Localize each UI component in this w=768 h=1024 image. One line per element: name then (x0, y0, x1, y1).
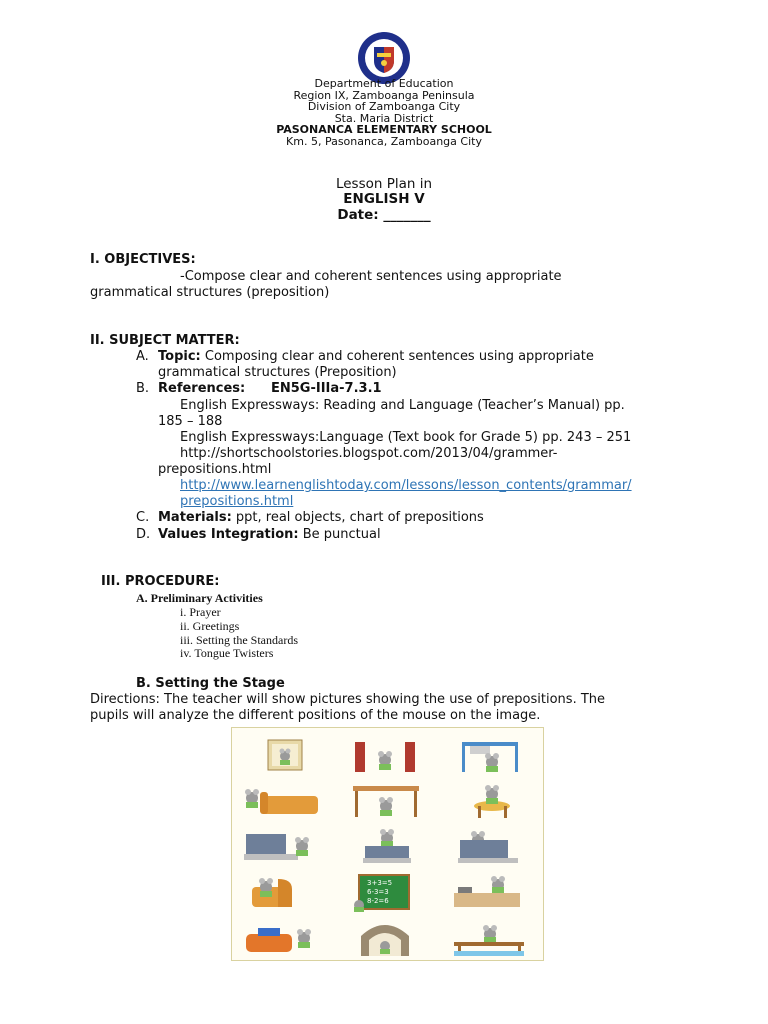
values-label: Values Integration: (158, 527, 299, 542)
mouse-between-books-picture (343, 736, 433, 776)
mouse-behind-tv-picture (448, 826, 538, 866)
header-address: Km. 5, Pasonanca, Zamboanga City (286, 135, 482, 148)
chalkboard-text: 8-2=6 (367, 897, 389, 905)
chalkboard-text: 3+3=5 (367, 879, 393, 887)
directions-line-2: pupils will analyze the different positions of the mouse on the image. (90, 708, 541, 723)
activity-item: iii. Setting the Standards (180, 633, 298, 647)
mouse-beside-couch-picture (238, 918, 328, 958)
topic-text: Composing clear and coherent sentences using appropriate (200, 349, 594, 364)
mouse-under-table-picture (343, 780, 433, 820)
references-label: References: (158, 381, 246, 396)
date-line: Date: _______ (337, 207, 431, 223)
mouse-on-desk-picture (448, 873, 538, 913)
materials-text: ppt, real objects, chart of prepositions (231, 510, 484, 525)
subject-matter-heading: II. SUBJECT MATTER: (90, 333, 240, 348)
setting-the-stage-heading: B. Setting the Stage (136, 676, 285, 691)
mouse-on-tv-picture (343, 826, 433, 866)
reference-4-link-line-2[interactable]: prepositions.html (180, 494, 294, 509)
topic-marker: A. (136, 349, 149, 364)
directions-line-1: Directions: The teacher will show pictures showing the use of prepositions. The (90, 692, 606, 707)
subject-title: ENGLISH V (343, 191, 425, 207)
header-district: Sta. Maria District (334, 112, 434, 125)
topic-text-2: grammatical structures (Preposition) (158, 365, 397, 380)
reference-1-line-2: 185 – 188 (158, 414, 223, 429)
mouse-near-chair-picture (238, 873, 328, 913)
reference-1-line-1: English Expressways: Reading and Language (Teacher’s Manual) pp. (180, 398, 625, 413)
references-marker: B. (136, 381, 150, 396)
procedure-heading: III. PROCEDURE: (101, 574, 220, 589)
mouse-on-stool-picture (448, 780, 538, 820)
reference-2: English Expressways:Language (Text book for Grade 5) pp. 243 – 251 (180, 430, 632, 445)
header-school: PASONANCA ELEMENTARY SCHOOL (276, 123, 492, 136)
reference-4-link-line-1[interactable]: http://www.learnenglishtoday.com/lessons/lesson_contents/grammar/ (180, 478, 632, 493)
objective-line-1: -Compose clear and coherent sentences using appropriate (180, 269, 562, 284)
prepositions-picture-chart (231, 727, 544, 961)
mouse-through-tunnel-picture (343, 918, 433, 958)
mouse-across-bridge-picture (448, 918, 538, 958)
activity-item: i. Prayer (180, 605, 221, 619)
chalkboard-picture (343, 873, 433, 913)
topic-line (158, 349, 594, 364)
chalkboard-text: 6-3=3 (367, 888, 389, 896)
materials-label: Materials: (158, 510, 232, 525)
values-marker: D. (136, 527, 151, 542)
header-region: Region IX, Zamboanga Peninsula (293, 89, 475, 102)
reference-3-line-2: prepositions.html (158, 462, 272, 477)
objective-line-2: grammatical structures (preposition) (90, 285, 330, 300)
preliminary-activities-heading: A. Preliminary Activities (136, 591, 263, 605)
header-department: Department of Education (314, 77, 454, 90)
header-division: Division of Zamboanga City (307, 100, 461, 113)
references-code: EN5G-IIIa-7.3.1 (271, 381, 382, 396)
mouse-in-box-picture (238, 736, 328, 776)
lesson-plan-title: Lesson Plan in (335, 176, 433, 192)
mouse-in-front-of-tv-picture (238, 826, 328, 866)
materials-line (158, 510, 484, 525)
topic-label: Topic: (158, 349, 201, 364)
activity-item: iv. Tongue Twisters (180, 646, 274, 660)
reference-3-line-1: http://shortschoolstories.blogspot.com/2013/04/grammer- (180, 446, 558, 461)
values-text: Be punctual (298, 527, 381, 542)
activity-item: ii. Greetings (180, 619, 240, 633)
materials-marker: C. (136, 510, 150, 525)
values-line (158, 527, 381, 542)
mouse-beside-sofa-picture (238, 780, 328, 820)
objectives-heading: I. OBJECTIVES: (90, 252, 196, 267)
mouse-under-shelf-picture (448, 736, 538, 776)
